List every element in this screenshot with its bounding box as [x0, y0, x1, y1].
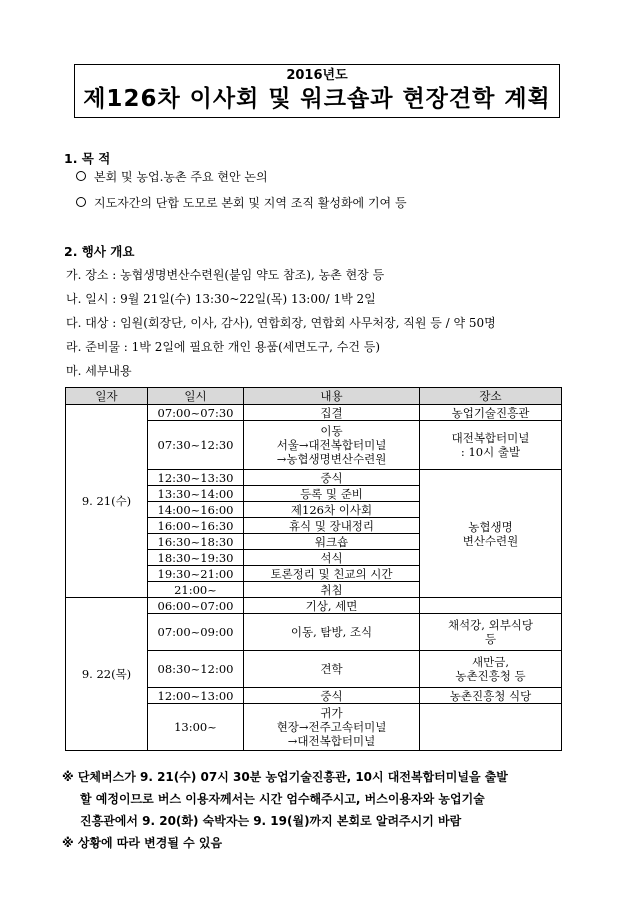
time-cell: 16:30~18:30 — [148, 534, 244, 550]
content-cell: 취침 — [244, 582, 420, 598]
place-cell: 농촌진흥청 식당 — [420, 688, 562, 704]
time-cell: 18:30~19:30 — [148, 550, 244, 566]
time-cell: 07:00~07:30 — [148, 405, 244, 421]
section-2-item: 나. 일시 : 9월 21일(수) 13:30~22일(목) 13:00/ 1박 2일 — [66, 292, 376, 306]
time-cell: 08:30~12:00 — [148, 651, 244, 688]
title-box — [74, 64, 560, 118]
time-cell: 16:00~16:30 — [148, 518, 244, 534]
time-cell: 21:00~ — [148, 582, 244, 598]
content-cell: 휴식 및 장내정리 — [244, 518, 420, 534]
place-line: : 10시 출발 — [460, 445, 521, 459]
table-row — [66, 405, 562, 421]
place-cell — [420, 704, 562, 751]
section-2-item: 마. 세부내용 — [66, 364, 132, 378]
place-cell — [420, 470, 562, 598]
content-cell: 이동, 탐방, 조식 — [244, 614, 420, 651]
content-cell — [244, 421, 420, 470]
content-cell: 워크숍 — [244, 534, 420, 550]
time-cell: 07:00~09:00 — [148, 614, 244, 651]
content-cell: 등록 및 준비 — [244, 486, 420, 502]
date-cell: 9. 21(수) — [66, 405, 148, 598]
place-cell — [420, 651, 562, 688]
place-cell — [420, 421, 562, 470]
content-line: 서울→대전복합터미널 — [276, 438, 387, 452]
content-cell: 토론정리 및 친교의 시간 — [244, 566, 420, 582]
place-line: 변산수련원 — [462, 533, 519, 548]
content-cell: 집결 — [244, 405, 420, 421]
content-line: 현장→전주고속터미널 — [276, 720, 387, 734]
section-2-heading: 2. 행사 개요 — [64, 244, 135, 259]
content-line: →농협생명변산수련원 — [276, 452, 387, 466]
content-line: →대전복합터미널 — [287, 734, 376, 748]
bullet-text: 지도자간의 단합 도모로 본회 및 지역 조직 활성화에 기여 등 — [94, 196, 407, 210]
note-line: ※ 단체버스가 9. 21(수) 07시 30분 농업기술진흥관, 10시 대전복합터미널을 출발 — [62, 770, 508, 784]
section-2-item: 다. 대상 : 임원(회장단, 이사, 감사), 연합회장, 연합회 사무처장, 직원 등 / 약 50명 — [66, 316, 496, 330]
header-content: 내용 — [244, 388, 420, 405]
content-cell: 중식 — [244, 470, 420, 486]
content-line: 귀가 — [320, 706, 343, 720]
place-cell — [420, 598, 562, 614]
header-date: 일자 — [66, 388, 148, 405]
note-line: 진흥관에서 9. 20(화) 숙박자는 9. 19(월)까지 본회로 알려주시기 바람 — [80, 814, 462, 828]
content-cell: 견학 — [244, 651, 420, 688]
section-1-bullet — [76, 194, 407, 211]
schedule-table — [65, 387, 562, 751]
place-line: 새만금, — [472, 655, 509, 669]
section-1-heading: 1. 목 적 — [64, 151, 111, 166]
content-cell — [244, 704, 420, 751]
content-line: 이동 — [320, 424, 343, 438]
time-cell: 13:00~ — [148, 704, 244, 751]
content-cell: 석식 — [244, 550, 420, 566]
table-row — [66, 598, 562, 614]
place-line: 등 — [484, 632, 497, 646]
time-cell: 13:30~14:00 — [148, 486, 244, 502]
time-cell: 19:30~21:00 — [148, 566, 244, 582]
table-header-row — [66, 388, 562, 405]
time-cell: 12:00~13:00 — [148, 688, 244, 704]
section-2-item: 가. 장소 : 농협생명변산수련원(붙임 약도 참조), 농촌 현장 등 — [66, 268, 385, 282]
content-cell: 중식 — [244, 688, 420, 704]
date-cell: 9. 22(목) — [66, 598, 148, 751]
section-1-bullet — [76, 168, 268, 185]
time-cell: 07:30~12:30 — [148, 421, 244, 470]
place-line: 채석강, 외부식당 — [447, 618, 534, 632]
note-line: 할 예정이므로 버스 이용자께서는 시간 엄수해주시고, 버스이용자와 농업기술 — [80, 792, 485, 806]
place-line: 대전복합터미널 — [451, 431, 530, 445]
place-cell — [420, 614, 562, 651]
circle-bullet-icon — [76, 171, 86, 181]
place-line: 농협생명 — [468, 519, 513, 534]
place-cell: 농업기술진흥관 — [420, 405, 562, 421]
time-cell: 06:00~07:00 — [148, 598, 244, 614]
content-cell: 기상, 세면 — [244, 598, 420, 614]
bullet-text: 본회 및 농업.농촌 주요 현안 논의 — [94, 170, 268, 184]
header-place: 장소 — [420, 388, 562, 405]
note-line: ※ 상황에 따라 변경될 수 있음 — [62, 836, 223, 850]
content-cell: 제126차 이사회 — [244, 502, 420, 518]
document-year: 2016년도 — [286, 68, 348, 83]
time-cell: 14:00~16:00 — [148, 502, 244, 518]
place-line: 농촌진흥청 등 — [455, 669, 526, 683]
section-2-item: 라. 준비물 : 1박 2일에 필요한 개인 용품(세면도구, 수건 등) — [66, 340, 381, 354]
header-time: 일시 — [148, 388, 244, 405]
time-cell: 12:30~13:30 — [148, 470, 244, 486]
circle-bullet-icon — [76, 197, 86, 207]
document-title: 제126차 이사회 및 워크숍과 현장견학 계획 — [83, 86, 551, 112]
